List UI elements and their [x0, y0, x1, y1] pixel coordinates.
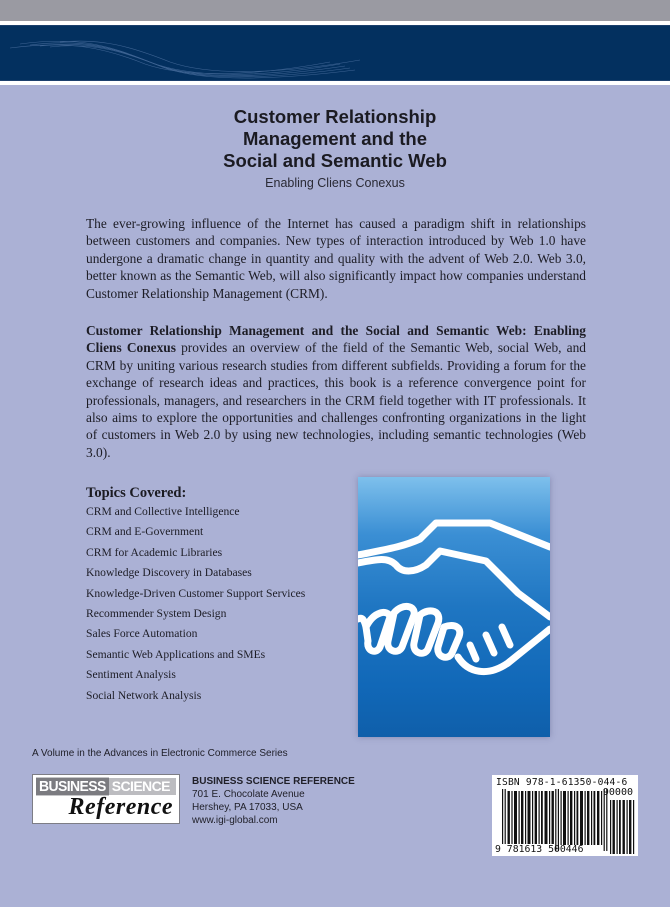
topic-item: Recommender System Design: [86, 607, 227, 621]
publisher-address-line-2: Hershey, PA 17033, USA: [192, 802, 303, 813]
top-gray-band: [0, 0, 670, 21]
topics-covered: [86, 484, 346, 706]
book-title-line-1: Customer Relationship: [233, 106, 437, 127]
isbn-number: ISBN 978-1-61350-044-6: [496, 777, 628, 788]
logo-word-science: SCIENCE: [109, 778, 176, 795]
price-code: 90000: [602, 787, 633, 798]
publisher-name: BUSINESS SCIENCE REFERENCE: [192, 776, 355, 787]
topic-item: CRM and Collective Intelligence: [86, 505, 240, 518]
book-title-block: [0, 106, 670, 192]
topic-item: CRM and E-Government: [86, 525, 204, 539]
swoosh-decoration-icon: [0, 26, 670, 81]
topic-item: Semantic Web Applications and SMEs: [86, 647, 266, 661]
series-statement: A Volume in the Advances in Electronic Commerce Series: [32, 748, 288, 759]
book-title-line-3: Social and Semantic Web: [223, 150, 447, 171]
topic-item: Sales Force Automation: [86, 627, 198, 641]
description-paragraph-1: The ever-growing influence of the Internet has caused a paradigm shift in relationships between customers and companies. New types of interaction introduced by Web 1.0 have undergone a dramatic change in quantity and quality with the advent of Web 2.0. Web 3.0, better known as the Semantic Web, will also significantly impact how companies understand Customer Relationship Management (CRM).: [86, 216, 586, 301]
ean-number: 9 781613 500446: [495, 844, 584, 855]
description-paragraph-2-text: provides an overview of the field of the Semantic Web, social Web, and CRM by uniting various research studies from different subfields. Providing a forum for the exchange of research ideas and practices, this book is a reference convergence point for professionals, managers, and researchers in the CRM field together with IT professionals. It also aims to explore the opportunities and challenges confronting organizations in the light of customers in Web 2.0 by using new technologies, including semantic technologies (Web 3.0).: [86, 340, 586, 460]
header-divider-bottom: [0, 81, 670, 85]
publisher-info: [192, 775, 355, 827]
topic-item: CRM for Academic Libraries: [86, 545, 223, 559]
cover-image-handshake: [358, 477, 550, 737]
topics-heading: Topics Covered:: [86, 485, 187, 501]
publisher-website: www.igi-global.com: [192, 815, 278, 826]
publisher-logo: [32, 774, 180, 824]
handshake-icon: [358, 477, 550, 737]
header-navy-band: [0, 25, 670, 81]
description-paragraph-2: [86, 322, 586, 461]
isbn-barcode: [492, 775, 638, 856]
topic-item: Knowledge Discovery in Databases: [86, 566, 252, 580]
topic-item: Knowledge-Driven Customer Support Services: [86, 586, 306, 600]
logo-word-reference: Reference: [68, 794, 173, 820]
logo-word-business: BUSINESS: [36, 778, 109, 796]
topic-item: Social Network Analysis: [86, 688, 202, 702]
book-title-line-2: Management and the: [243, 128, 427, 149]
book-subtitle: Enabling Cliens Conexus: [265, 176, 405, 190]
description-book-title-bold: Customer Relationship Management and the Social and Semantic Web: Enabling Cliens Conexus: [86, 323, 586, 356]
topic-item: Sentiment Analysis: [86, 668, 176, 682]
publisher-address-line-1: 701 E. Chocolate Avenue: [192, 789, 305, 800]
topics-list: [86, 502, 346, 706]
